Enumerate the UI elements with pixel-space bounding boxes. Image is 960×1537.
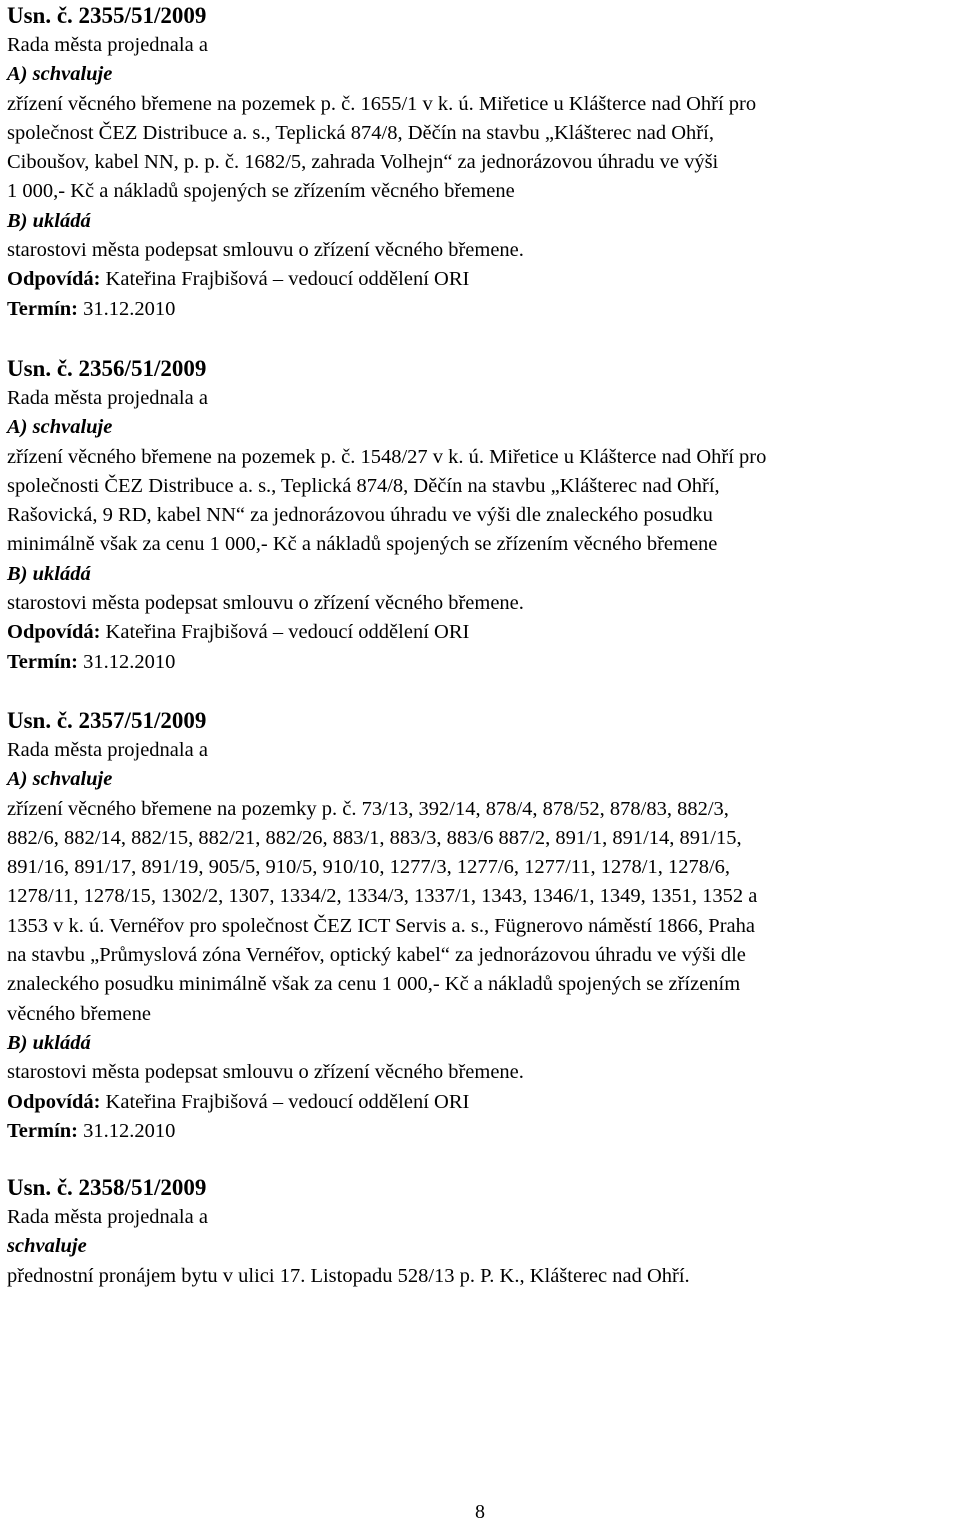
responsible-person: Kateřina Frajbišová – vedoucí oddělení ORI <box>105 1090 470 1113</box>
deadline-value: 31.12.2010 <box>83 1119 176 1142</box>
deadline-row <box>7 295 955 324</box>
resolution-number: Usn. č. 2358/51/2009 <box>7 1175 207 1200</box>
task-label: B) ukládá <box>7 209 91 232</box>
resolution-text-line: přednostní pronájem bytu v ulici 17. Listopadu 528/13 p. P. K., Klášterec nad Ohří. <box>7 1264 690 1287</box>
resolution-text-line: na stavbu „Průmyslová zóna Vernéřov, optický kabel“ za jednorázovou úhradu ve výši dle <box>7 944 746 967</box>
resolution-number: Usn. č. 2357/51/2009 <box>7 708 207 733</box>
approve-label: A) schvaluje <box>7 416 113 439</box>
resolution-text-line: Rašovická, 9 RD, kabel NN“ za jednorázovou úhradu ve výši dle znaleckého posudku <box>7 504 713 527</box>
approve-label: A) schvaluje <box>7 768 113 791</box>
task-text: starostovi města podepsat smlouvu o zřízení věcného břemene. <box>7 239 524 262</box>
task-label: B) ukládá <box>7 562 91 585</box>
deadline-row <box>7 648 955 677</box>
resolution-text-line: zřízení věcného břemene na pozemek p. č. 1548/27 v k. ú. Miřetice u Klášterce nad Ohří pro <box>7 445 767 468</box>
resolution-text-line: 891/16, 891/17, 891/19, 905/5, 910/5, 910/10, 1277/3, 1277/6, 1277/11, 1278/1, 1278/6, <box>7 856 731 879</box>
resolution-2356 <box>7 353 955 677</box>
responsible-person: Kateřina Frajbišová – vedoucí oddělení ORI <box>105 268 470 291</box>
responsible-label: Odpovídá: <box>7 621 101 644</box>
resolution-text-line: zřízení věcného břemene na pozemky p. č. 73/13, 392/14, 878/4, 878/52, 878/83, 882/3, <box>7 797 729 820</box>
resolution-number: Usn. č. 2355/51/2009 <box>7 3 207 28</box>
responsible-row <box>7 265 955 294</box>
resolution-2355 <box>7 0 955 324</box>
responsible-row <box>7 618 955 647</box>
resolution-text-line: společnosti ČEZ Distribuce a. s., Teplická 874/8, Děčín na stavbu „Klášterec nad Ohří, <box>7 474 720 497</box>
resolution-text-line: Ciboušov, kabel NN, p. p. č. 1682/5, zahrada Volhejn“ za jednorázovou úhradu ve výši <box>7 151 719 174</box>
responsible-person: Kateřina Frajbišová – vedoucí oddělení ORI <box>105 621 470 644</box>
resolution-text-line: zřízení věcného břemene na pozemek p. č. 1655/1 v k. ú. Miřetice u Klášterce nad Ohří pro <box>7 92 757 115</box>
resolution-text-line: společnost ČEZ Distribuce a. s., Teplická 874/8, Děčín na stavbu „Klášterec nad Ohří, <box>7 121 714 144</box>
resolution-text-line: věcného břemene <box>7 1002 151 1025</box>
responsible-label: Odpovídá: <box>7 268 101 291</box>
approve-label: schvaluje <box>7 1235 87 1258</box>
resolution-2357 <box>7 705 955 1146</box>
responsible-row <box>7 1088 955 1117</box>
resolution-intro: Rada města projednala a <box>7 34 208 56</box>
deadline-label: Termín: <box>7 1119 78 1142</box>
deadline-value: 31.12.2010 <box>83 297 176 320</box>
resolution-intro: Rada města projednala a <box>7 387 208 409</box>
resolution-text-line: znaleckého posudku minimálně však za cenu 1 000,- Kč a nákladů spojených se zřízením <box>7 973 741 996</box>
resolution-text-line: minimálně však za cenu 1 000,- Kč a nákladů spojených se zřízením věcného břemene <box>7 533 718 556</box>
page-number: 8 <box>475 1501 485 1523</box>
task-text: starostovi města podepsat smlouvu o zřízení věcného břemene. <box>7 1061 524 1084</box>
resolution-text-line: 1353 v k. ú. Vernéřov pro společnost ČEZ ICT Servis a. s., Fügnerovo náměstí 1866, Praha <box>7 914 755 937</box>
deadline-row <box>7 1117 955 1146</box>
deadline-label: Termín: <box>7 650 78 673</box>
resolution-2358 <box>7 1172 955 1291</box>
deadline-value: 31.12.2010 <box>83 650 176 673</box>
resolution-intro: Rada města projednala a <box>7 739 208 761</box>
approve-label: A) schvaluje <box>7 63 113 86</box>
deadline-label: Termín: <box>7 297 78 320</box>
task-text: starostovi města podepsat smlouvu o zřízení věcného břemene. <box>7 592 524 615</box>
resolution-intro: Rada města projednala a <box>7 1206 208 1228</box>
resolution-number: Usn. č. 2356/51/2009 <box>7 356 207 381</box>
resolution-text-line: 882/6, 882/14, 882/15, 882/21, 882/26, 883/1, 883/3, 883/6 887/2, 891/1, 891/14, 891/15, <box>7 826 742 849</box>
resolution-text-line: 1278/11, 1278/15, 1302/2, 1307, 1334/2, 1334/3, 1337/1, 1343, 1346/1, 1349, 1351, 1352 a <box>7 885 758 908</box>
resolution-text-line: 1 000,- Kč a nákladů spojených se zřízením věcného břemene <box>7 180 515 203</box>
responsible-label: Odpovídá: <box>7 1090 101 1113</box>
task-label: B) ukládá <box>7 1031 91 1054</box>
